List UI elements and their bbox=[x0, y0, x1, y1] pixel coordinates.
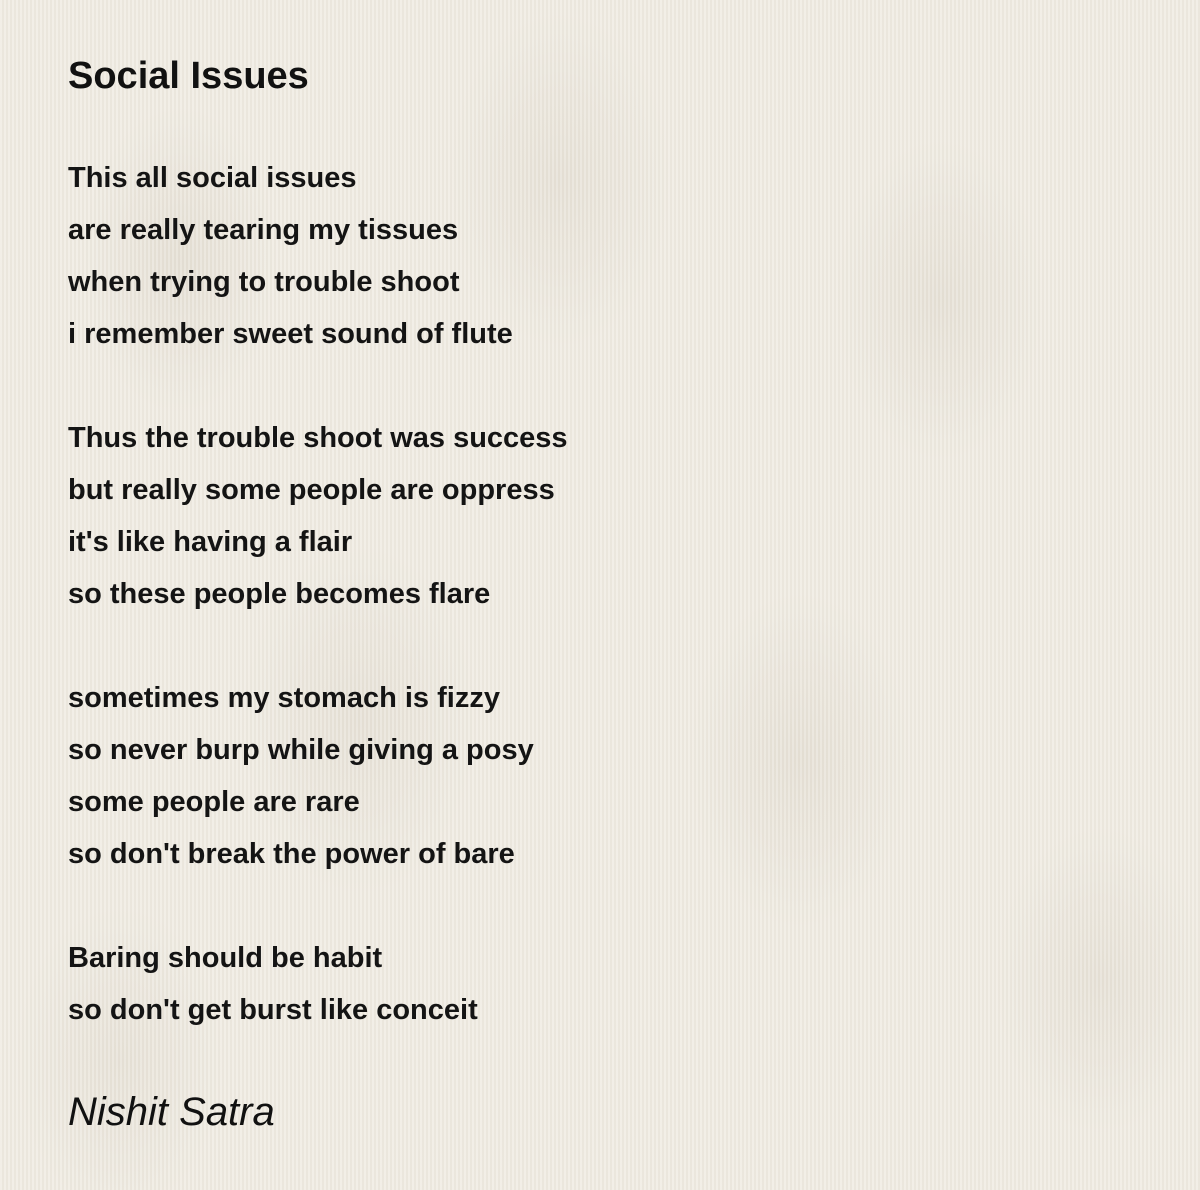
stanza-1 bbox=[68, 152, 1128, 360]
poem-line: so these people becomes flare bbox=[68, 578, 491, 610]
poem-line: Baring should be habit bbox=[68, 942, 383, 974]
poem-line: i remember sweet sound of flute bbox=[68, 318, 513, 350]
poem-line: This all social issues bbox=[68, 162, 357, 194]
poem-line: so don't get burst like conceit bbox=[68, 994, 478, 1026]
poem-body bbox=[68, 152, 1128, 1036]
poem-line: are really tearing my tissues bbox=[68, 214, 459, 246]
poem-card bbox=[68, 52, 1128, 1136]
poem-line: it's like having a flair bbox=[68, 526, 353, 558]
poem-line: but really some people are oppress bbox=[68, 474, 555, 506]
stanza-4 bbox=[68, 932, 1128, 1036]
poem-title: Social Issues bbox=[68, 55, 309, 97]
poem-line: so don't break the power of bare bbox=[68, 838, 515, 870]
poem-line: some people are rare bbox=[68, 786, 360, 818]
poem-line: when trying to trouble shoot bbox=[68, 266, 460, 298]
stanza-3 bbox=[68, 672, 1128, 880]
poem-line: sometimes my stomach is fizzy bbox=[68, 682, 500, 714]
poem-line: so never burp while giving a posy bbox=[68, 734, 534, 766]
stanza-2 bbox=[68, 412, 1128, 620]
poem-author: Nishit Satra bbox=[68, 1090, 275, 1134]
poem-line: Thus the trouble shoot was success bbox=[68, 422, 568, 454]
